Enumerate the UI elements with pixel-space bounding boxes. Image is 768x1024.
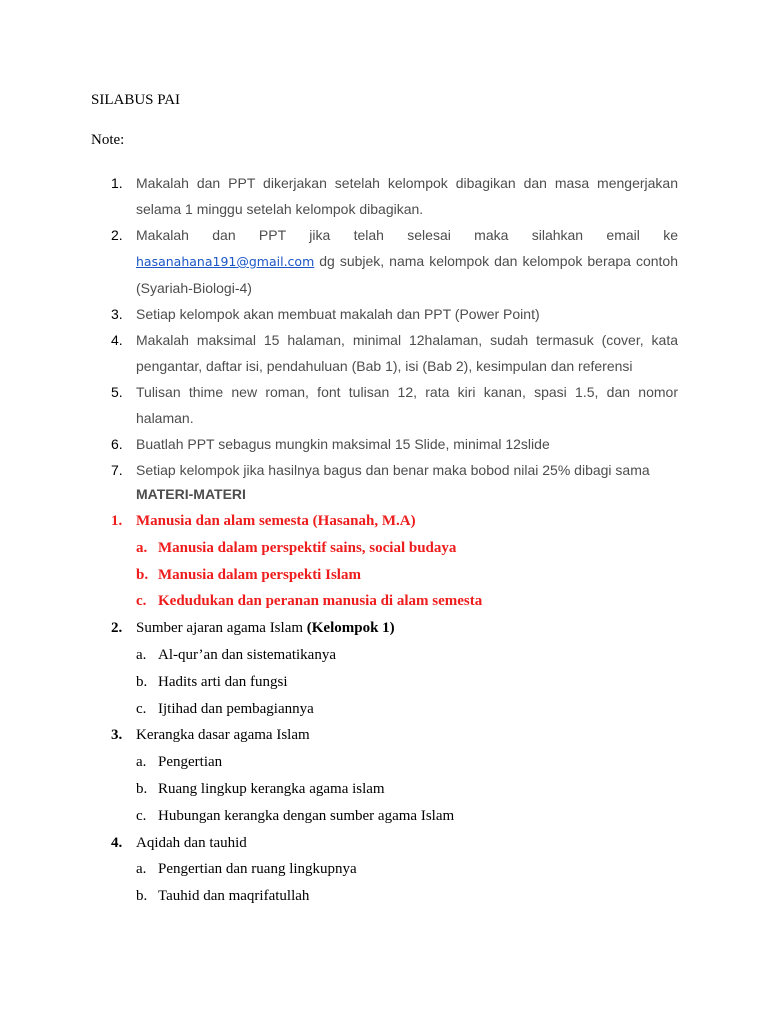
subtopic-text: Al-qur’an dan sistematikanya bbox=[158, 646, 337, 663]
note-text: Setiap kelompok akan membuat makalah dan PPT (Power Point) bbox=[136, 306, 540, 322]
subtopic-text: Ruang lingkup kerangka agama islam bbox=[158, 780, 385, 797]
materi-topic bbox=[91, 830, 711, 857]
note-item bbox=[91, 379, 678, 431]
note-text: Buatlah PPT sebagus mungkin maksimal 15 Slide, minimal 12slide bbox=[136, 436, 550, 452]
materi-heading: MATERI-MATERI bbox=[136, 486, 246, 502]
note-number: 7. bbox=[111, 462, 123, 478]
note-text: Makalah maksimal 15 halaman, minimal 12halaman, sudah termasuk (cover, kata pengantar, daftar isi, pendahuluan (Bab 1), isi (Bab 2), kesimpulan dan referensi bbox=[136, 332, 678, 374]
topic-number: 2. bbox=[111, 620, 123, 637]
note-text: Tulisan thime new roman, font tulisan 12, rata kiri kanan, spasi 1.5, dan nomor halaman. bbox=[136, 384, 678, 426]
note-item bbox=[91, 431, 678, 457]
note-item bbox=[91, 222, 678, 301]
materi-subtopic bbox=[91, 696, 711, 723]
subtopic-text: Manusia dalam perspekti Islam bbox=[158, 566, 361, 583]
materi-list bbox=[91, 508, 711, 910]
subtopic-marker: a. bbox=[136, 646, 147, 663]
document-title: SILABUS PAI bbox=[91, 92, 181, 108]
subtopic-marker: c. bbox=[136, 807, 147, 824]
note-text: Makalah dan PPT dikerjakan setelah kelompok dibagikan dan masa mengerjakan selama 1 minggu setelah kelompok dibagikan. bbox=[136, 175, 678, 217]
note-item bbox=[91, 170, 678, 222]
materi-subtopic bbox=[91, 776, 711, 803]
materi-topic bbox=[91, 722, 711, 749]
subtopic-marker: b. bbox=[136, 780, 148, 797]
note-label: Note: bbox=[91, 132, 125, 148]
note-number: 5. bbox=[111, 384, 123, 400]
subtopic-text: Pengertian dan ruang lingkupnya bbox=[158, 861, 357, 878]
materi-subtopic bbox=[91, 562, 711, 589]
subtopic-marker: b. bbox=[136, 566, 149, 583]
subtopic-marker: a. bbox=[136, 754, 147, 771]
note-text: Setiap kelompok jika hasilnya bagus dan benar maka bobod nilai 25% dibagi sama bbox=[136, 462, 650, 478]
topic-text: Sumber ajaran agama Islam bbox=[136, 620, 307, 637]
topic-text: Manusia dan alam semesta (Hasanah, M.A) bbox=[136, 513, 416, 529]
subtopic-text: Kedudukan dan peranan manusia di alam semesta bbox=[158, 593, 483, 610]
subtopic-marker: c. bbox=[136, 700, 147, 717]
note-item bbox=[91, 327, 678, 379]
subtopic-marker: a. bbox=[136, 861, 147, 878]
note-number: 4. bbox=[111, 332, 123, 348]
materi-topic bbox=[91, 508, 711, 535]
note-text: Makalah dan PPT jika telah selesai maka silahkan email ke bbox=[136, 227, 678, 243]
note-number: 3. bbox=[111, 306, 123, 322]
subtopic-text: Manusia dalam perspektif sains, social budaya bbox=[158, 539, 457, 556]
topic-number: 3. bbox=[111, 727, 123, 744]
subtopic-text: Pengertian bbox=[158, 754, 223, 771]
topic-text: Aqidah dan tauhid bbox=[136, 834, 247, 851]
note-item bbox=[91, 301, 678, 327]
topic-number: 4. bbox=[111, 834, 123, 851]
note-number: 2. bbox=[111, 227, 123, 243]
note-number: 1. bbox=[111, 175, 123, 191]
topic-group: (Kelompok 1) bbox=[306, 620, 395, 637]
subtopic-text: Ijtihad dan pembagiannya bbox=[158, 700, 314, 717]
topic-number: 1. bbox=[111, 513, 123, 529]
materi-subtopic bbox=[91, 642, 711, 669]
materi-subtopic bbox=[91, 883, 711, 910]
note-text: dg subjek, nama kelompok dan kelompok berapa contoh (Syariah-Biologi-4) bbox=[136, 253, 678, 296]
materi-subtopic bbox=[91, 535, 711, 562]
subtopic-marker: c. bbox=[136, 593, 147, 610]
notes-list bbox=[91, 170, 678, 483]
materi-subtopic bbox=[91, 669, 711, 696]
materi-subtopic bbox=[91, 588, 711, 615]
subtopic-marker: a. bbox=[136, 539, 148, 556]
note-item bbox=[91, 457, 678, 483]
subtopic-text: Hadits arti dan fungsi bbox=[158, 673, 288, 690]
subtopic-marker: b. bbox=[136, 888, 148, 905]
materi-subtopic bbox=[91, 749, 711, 776]
note-number: 6. bbox=[111, 436, 123, 452]
materi-subtopic bbox=[91, 803, 711, 830]
email-link[interactable]: hasanahana191@gmail.com bbox=[136, 254, 315, 269]
subtopic-marker: b. bbox=[136, 673, 148, 690]
materi-subtopic bbox=[91, 856, 711, 883]
subtopic-text: Hubungan kerangka dengan sumber agama Islam bbox=[158, 807, 455, 824]
topic-text: Kerangka dasar agama Islam bbox=[136, 727, 310, 744]
materi-topic bbox=[91, 615, 711, 642]
topic-text-wrap bbox=[136, 615, 395, 642]
subtopic-text: Tauhid dan maqrifatullah bbox=[158, 888, 310, 905]
